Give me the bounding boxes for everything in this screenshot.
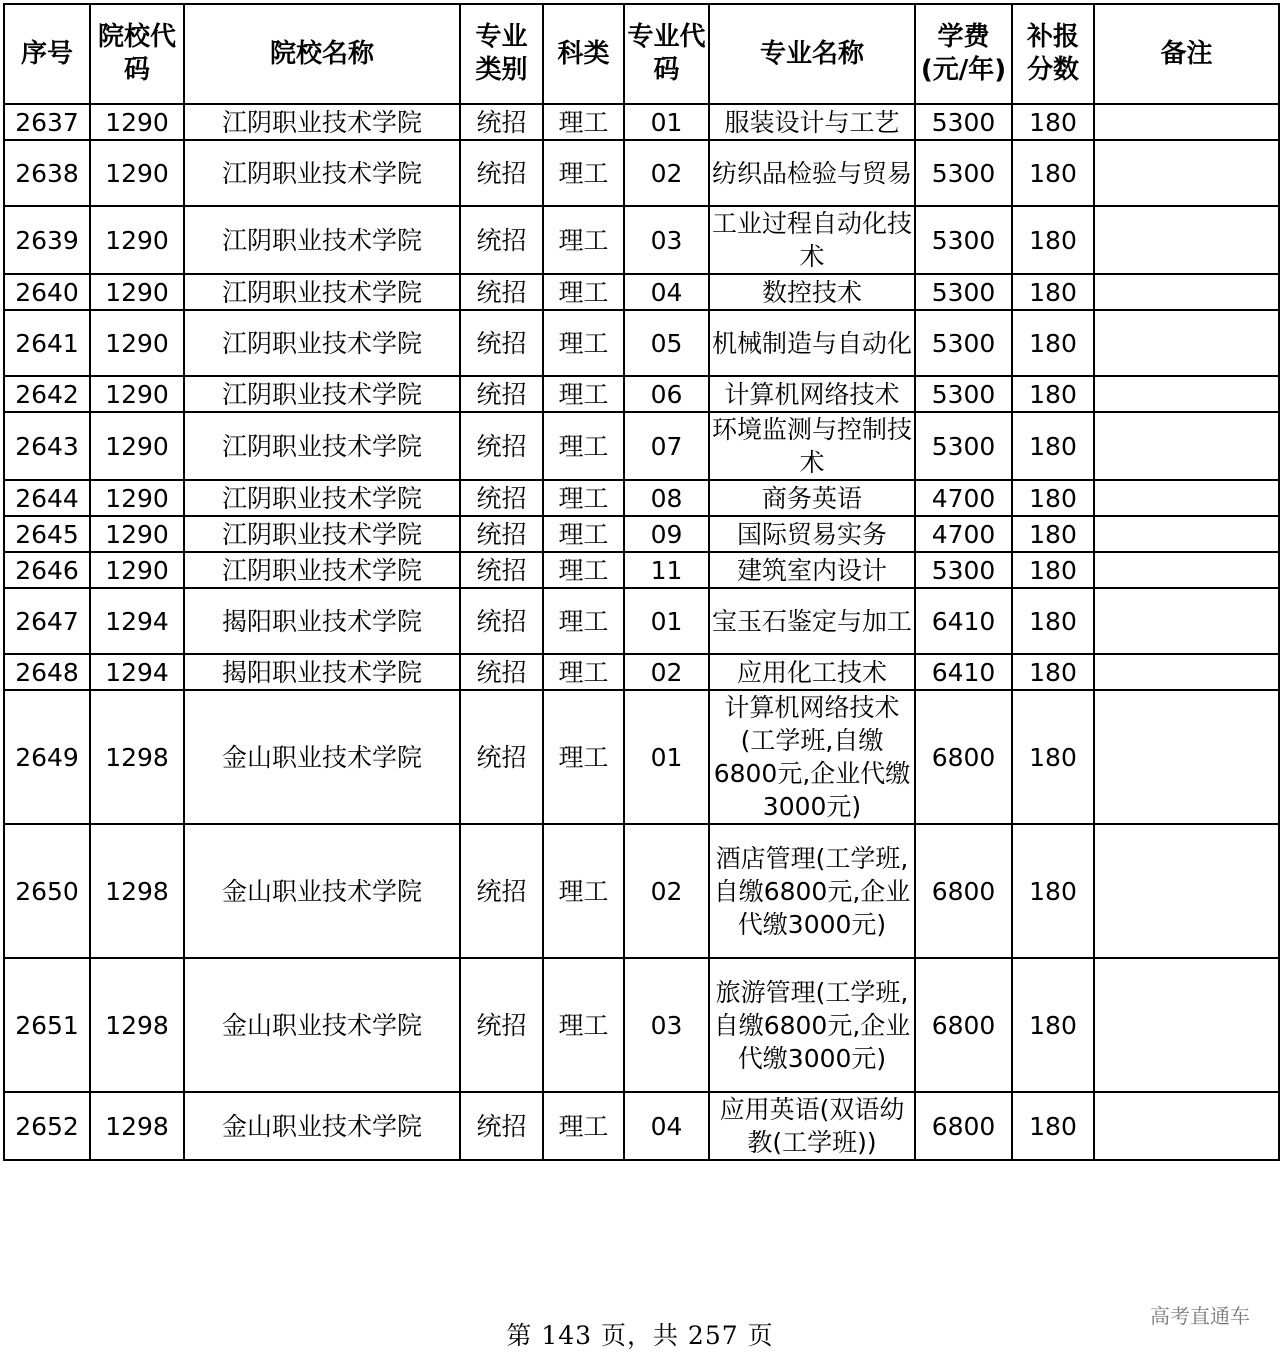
cell-school-name: 江阴职业技术学院 <box>184 412 460 480</box>
cell-subject: 理工 <box>543 412 624 480</box>
cell-major-code: 07 <box>624 412 709 480</box>
cell-score: 180 <box>1012 412 1094 480</box>
cell-major-code: 06 <box>624 376 709 412</box>
cell-note <box>1094 140 1279 206</box>
cell-major-code: 01 <box>624 690 709 824</box>
cell-school-name: 金山职业技术学院 <box>184 1092 460 1160</box>
cell-seq: 2637 <box>4 104 90 140</box>
cell-subject: 理工 <box>543 588 624 654</box>
cell-seq: 2640 <box>4 274 90 310</box>
table-row <box>4 516 1279 552</box>
cell-category: 统招 <box>460 206 543 274</box>
cell-note <box>1094 412 1279 480</box>
cell-fee: 6800 <box>915 690 1012 824</box>
cell-note <box>1094 274 1279 310</box>
cell-subject: 理工 <box>543 516 624 552</box>
page-footer: 第 143 页，共 257 页 <box>506 1321 774 1350</box>
cell-school-code: 1290 <box>90 412 184 480</box>
cell-category: 统招 <box>460 690 543 824</box>
cell-fee: 5300 <box>915 140 1012 206</box>
cell-seq: 2650 <box>4 824 90 958</box>
cell-score: 180 <box>1012 376 1094 412</box>
cell-note <box>1094 516 1279 552</box>
table-row <box>4 310 1279 376</box>
cell-category: 统招 <box>460 376 543 412</box>
cell-major-name: 应用化工技术 <box>709 654 915 690</box>
table-header-row <box>4 4 1279 104</box>
cell-seq: 2643 <box>4 412 90 480</box>
cell-major-code: 02 <box>624 140 709 206</box>
cell-major-name: 商务英语 <box>709 480 915 516</box>
cell-major-name: 工业过程自动化技术 <box>709 206 915 274</box>
cell-fee: 6800 <box>915 1092 1012 1160</box>
cell-subject: 理工 <box>543 654 624 690</box>
cell-major-code: 04 <box>624 1092 709 1160</box>
table-row <box>4 206 1279 274</box>
cell-score: 180 <box>1012 206 1094 274</box>
cell-major-code: 05 <box>624 310 709 376</box>
table-row <box>4 824 1279 958</box>
cell-school-code: 1290 <box>90 552 184 588</box>
cell-subject: 理工 <box>543 480 624 516</box>
cell-note <box>1094 958 1279 1092</box>
cell-seq: 2638 <box>4 140 90 206</box>
cell-category: 统招 <box>460 824 543 958</box>
cell-note <box>1094 1092 1279 1160</box>
cell-major-code: 01 <box>624 588 709 654</box>
table-row <box>4 958 1279 1092</box>
cell-note <box>1094 104 1279 140</box>
cell-fee: 6410 <box>915 588 1012 654</box>
cell-major-code: 08 <box>624 480 709 516</box>
cell-score: 180 <box>1012 274 1094 310</box>
cell-score: 180 <box>1012 958 1094 1092</box>
header-major-name: 专业名称 <box>709 4 915 104</box>
cell-note <box>1094 824 1279 958</box>
cell-school-code: 1290 <box>90 310 184 376</box>
cell-category: 统招 <box>460 958 543 1092</box>
cell-seq: 2642 <box>4 376 90 412</box>
cell-subject: 理工 <box>543 552 624 588</box>
cell-school-code: 1290 <box>90 140 184 206</box>
cell-note <box>1094 480 1279 516</box>
header-score: 补报分数 <box>1012 4 1094 104</box>
cell-score: 180 <box>1012 516 1094 552</box>
cell-seq: 2641 <box>4 310 90 376</box>
cell-subject: 理工 <box>543 1092 624 1160</box>
cell-subject: 理工 <box>543 310 624 376</box>
cell-major-name: 计算机网络技术 <box>709 376 915 412</box>
cell-subject: 理工 <box>543 376 624 412</box>
cell-major-name: 国际贸易实务 <box>709 516 915 552</box>
cell-subject: 理工 <box>543 274 624 310</box>
cell-category: 统招 <box>460 552 543 588</box>
cell-note <box>1094 552 1279 588</box>
cell-major-name: 机械制造与自动化 <box>709 310 915 376</box>
table-row <box>4 140 1279 206</box>
cell-note <box>1094 654 1279 690</box>
cell-major-code: 04 <box>624 274 709 310</box>
header-note: 备注 <box>1094 4 1279 104</box>
cell-school-code: 1290 <box>90 104 184 140</box>
cell-category: 统招 <box>460 516 543 552</box>
cell-school-code: 1290 <box>90 376 184 412</box>
cell-fee: 6800 <box>915 824 1012 958</box>
admission-table <box>3 3 1280 1161</box>
cell-subject: 理工 <box>543 824 624 958</box>
cell-fee: 6410 <box>915 654 1012 690</box>
cell-fee: 6800 <box>915 958 1012 1092</box>
cell-school-code: 1298 <box>90 958 184 1092</box>
cell-score: 180 <box>1012 480 1094 516</box>
cell-major-code: 02 <box>624 824 709 958</box>
cell-fee: 5300 <box>915 274 1012 310</box>
cell-school-code: 1290 <box>90 480 184 516</box>
cell-school-name: 揭阳职业技术学院 <box>184 588 460 654</box>
cell-score: 180 <box>1012 140 1094 206</box>
table-row <box>4 552 1279 588</box>
cell-fee: 5300 <box>915 412 1012 480</box>
table-body <box>4 104 1279 1160</box>
cell-school-code: 1298 <box>90 1092 184 1160</box>
cell-school-name: 江阴职业技术学院 <box>184 480 460 516</box>
cell-seq: 2646 <box>4 552 90 588</box>
cell-major-code: 11 <box>624 552 709 588</box>
cell-category: 统招 <box>460 140 543 206</box>
cell-seq: 2651 <box>4 958 90 1092</box>
cell-school-name: 江阴职业技术学院 <box>184 206 460 274</box>
cell-note <box>1094 588 1279 654</box>
cell-major-name: 酒店管理(工学班,自缴6800元,企业代缴3000元) <box>709 824 915 958</box>
cell-fee: 4700 <box>915 516 1012 552</box>
cell-subject: 理工 <box>543 104 624 140</box>
table-row <box>4 376 1279 412</box>
cell-subject: 理工 <box>543 690 624 824</box>
cell-school-name: 揭阳职业技术学院 <box>184 654 460 690</box>
cell-school-code: 1294 <box>90 588 184 654</box>
cell-score: 180 <box>1012 654 1094 690</box>
cell-seq: 2645 <box>4 516 90 552</box>
cell-fee: 5300 <box>915 310 1012 376</box>
cell-seq: 2648 <box>4 654 90 690</box>
cell-fee: 5300 <box>915 552 1012 588</box>
cell-note <box>1094 310 1279 376</box>
cell-fee: 5300 <box>915 104 1012 140</box>
cell-school-name: 金山职业技术学院 <box>184 958 460 1092</box>
cell-major-name: 建筑室内设计 <box>709 552 915 588</box>
cell-major-code: 09 <box>624 516 709 552</box>
cell-score: 180 <box>1012 104 1094 140</box>
cell-major-name: 服装设计与工艺 <box>709 104 915 140</box>
cell-school-name: 江阴职业技术学院 <box>184 516 460 552</box>
header-school-name: 院校名称 <box>184 4 460 104</box>
header-seq: 序号 <box>4 4 90 104</box>
cell-fee: 4700 <box>915 480 1012 516</box>
cell-note <box>1094 376 1279 412</box>
cell-score: 180 <box>1012 310 1094 376</box>
cell-category: 统招 <box>460 412 543 480</box>
cell-school-code: 1294 <box>90 654 184 690</box>
cell-category: 统招 <box>460 1092 543 1160</box>
cell-major-code: 01 <box>624 104 709 140</box>
cell-score: 180 <box>1012 552 1094 588</box>
cell-school-name: 江阴职业技术学院 <box>184 376 460 412</box>
table-row <box>4 690 1279 824</box>
cell-school-code: 1290 <box>90 206 184 274</box>
header-category: 专业类别 <box>460 4 543 104</box>
header-fee: 学费(元/年) <box>915 4 1012 104</box>
cell-school-code: 1290 <box>90 516 184 552</box>
cell-subject: 理工 <box>543 206 624 274</box>
cell-note <box>1094 206 1279 274</box>
table-row <box>4 480 1279 516</box>
cell-major-code: 03 <box>624 206 709 274</box>
cell-school-name: 江阴职业技术学院 <box>184 140 460 206</box>
cell-major-name: 旅游管理(工学班,自缴6800元,企业代缴3000元) <box>709 958 915 1092</box>
cell-seq: 2647 <box>4 588 90 654</box>
cell-major-name: 环境监测与控制技术 <box>709 412 915 480</box>
cell-major-name: 计算机网络技术(工学班,自缴6800元,企业代缴3000元) <box>709 690 915 824</box>
table-row <box>4 412 1279 480</box>
table-row <box>4 654 1279 690</box>
cell-score: 180 <box>1012 588 1094 654</box>
cell-category: 统招 <box>460 654 543 690</box>
cell-school-code: 1290 <box>90 274 184 310</box>
cell-subject: 理工 <box>543 140 624 206</box>
cell-subject: 理工 <box>543 958 624 1092</box>
cell-seq: 2649 <box>4 690 90 824</box>
cell-score: 180 <box>1012 824 1094 958</box>
cell-major-code: 03 <box>624 958 709 1092</box>
header-subject: 科类 <box>543 4 624 104</box>
watermark: 高考直通车 <box>1150 1304 1250 1328</box>
cell-major-code: 02 <box>624 654 709 690</box>
cell-school-name: 江阴职业技术学院 <box>184 310 460 376</box>
cell-note <box>1094 690 1279 824</box>
cell-score: 180 <box>1012 690 1094 824</box>
cell-category: 统招 <box>460 588 543 654</box>
cell-school-name: 金山职业技术学院 <box>184 824 460 958</box>
table-row <box>4 274 1279 310</box>
cell-score: 180 <box>1012 1092 1094 1160</box>
cell-fee: 5300 <box>915 376 1012 412</box>
cell-category: 统招 <box>460 274 543 310</box>
cell-school-code: 1298 <box>90 824 184 958</box>
header-school-code: 院校代码 <box>90 4 184 104</box>
cell-category: 统招 <box>460 104 543 140</box>
cell-major-name: 宝玉石鉴定与加工 <box>709 588 915 654</box>
cell-school-name: 金山职业技术学院 <box>184 690 460 824</box>
cell-major-name: 纺织品检验与贸易 <box>709 140 915 206</box>
cell-category: 统招 <box>460 310 543 376</box>
cell-seq: 2644 <box>4 480 90 516</box>
cell-school-name: 江阴职业技术学院 <box>184 552 460 588</box>
cell-seq: 2652 <box>4 1092 90 1160</box>
cell-fee: 5300 <box>915 206 1012 274</box>
header-major-code: 专业代码 <box>624 4 709 104</box>
cell-major-name: 应用英语(双语幼教(工学班)) <box>709 1092 915 1160</box>
cell-school-code: 1298 <box>90 690 184 824</box>
cell-school-name: 江阴职业技术学院 <box>184 104 460 140</box>
cell-category: 统招 <box>460 480 543 516</box>
cell-major-name: 数控技术 <box>709 274 915 310</box>
cell-school-name: 江阴职业技术学院 <box>184 274 460 310</box>
table-row <box>4 588 1279 654</box>
table-row <box>4 104 1279 140</box>
cell-seq: 2639 <box>4 206 90 274</box>
table-row <box>4 1092 1279 1160</box>
